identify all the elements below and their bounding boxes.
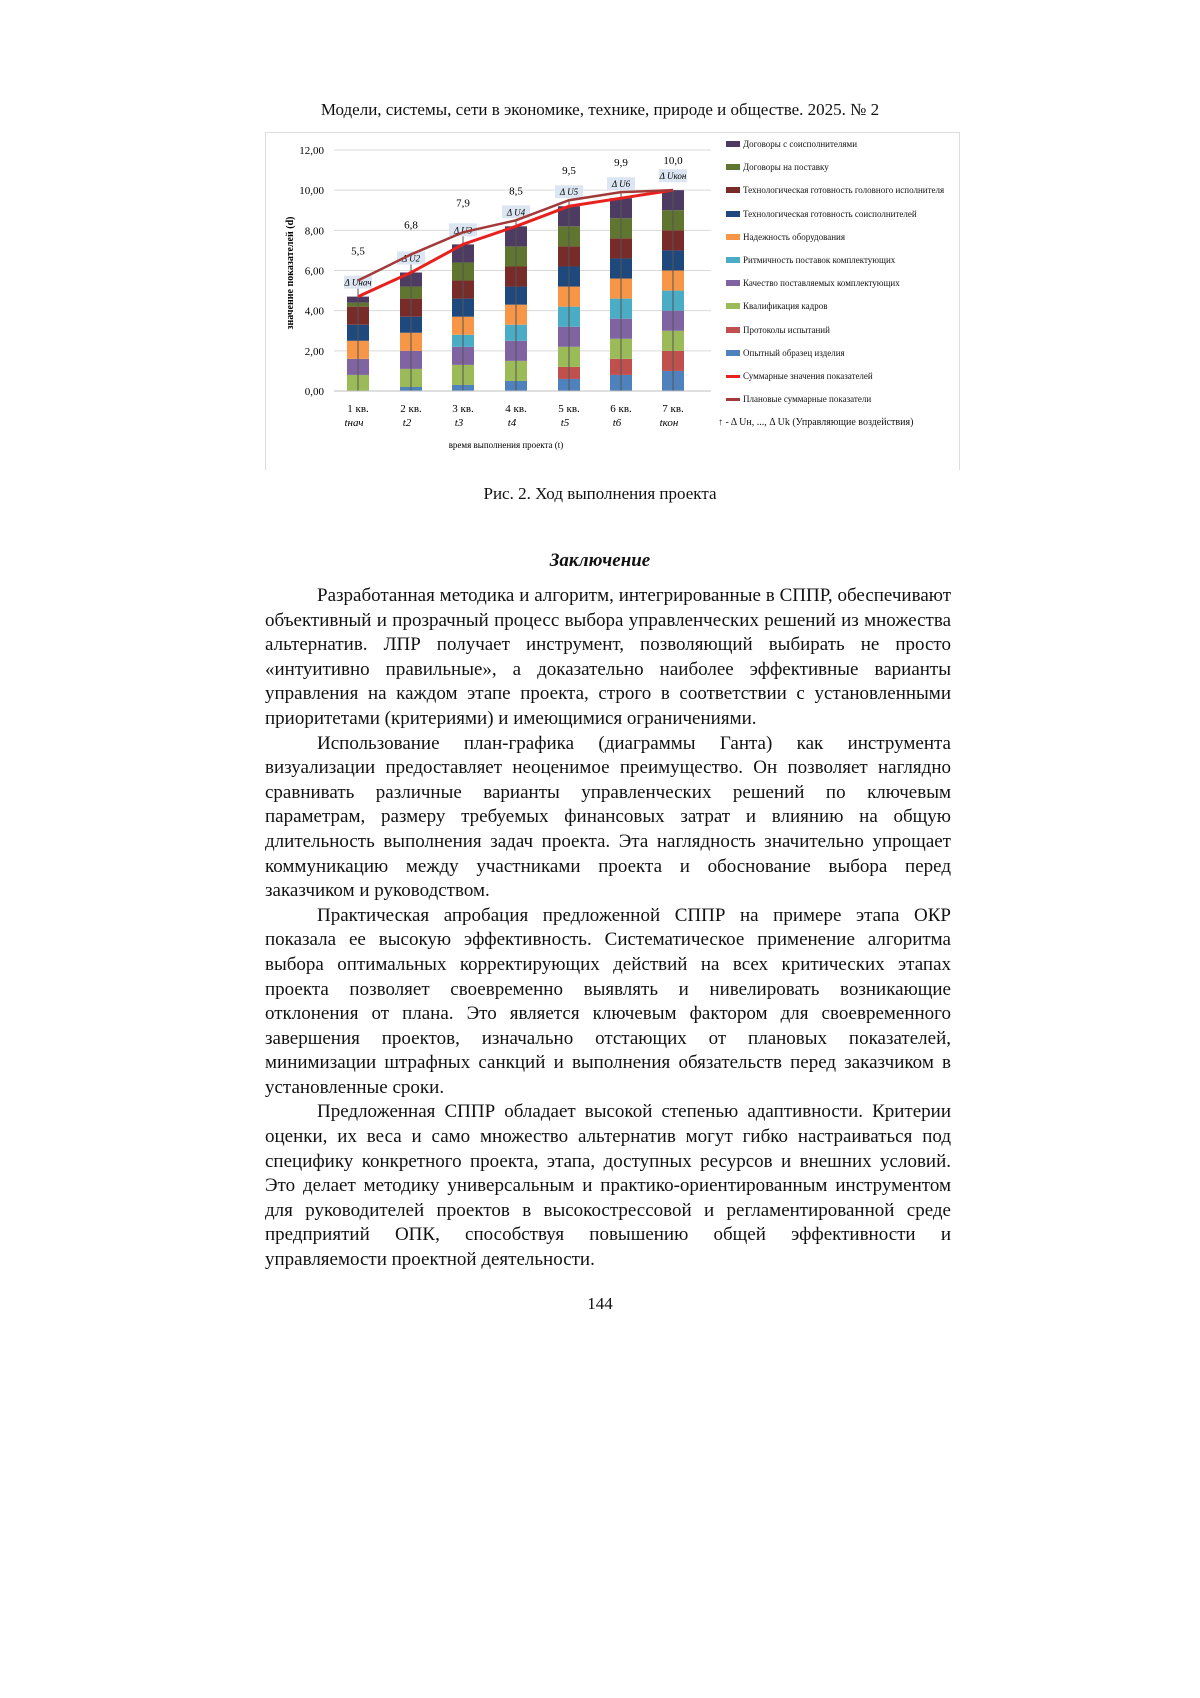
y-tick-label: 12,00 <box>299 145 324 157</box>
figure-caption: Рис. 2. Ход выполнения проекта <box>483 484 717 503</box>
legend-item <box>726 255 956 278</box>
legend-swatch <box>726 141 740 147</box>
section-title: Заключение <box>549 550 651 571</box>
legend-label: Технологическая готовность головного исполнителя <box>743 185 945 196</box>
y-axis-label: значение показателей (d) <box>285 216 296 330</box>
legend-label: Суммарные значения показателей <box>743 370 873 381</box>
control-label: Δ U6 <box>611 179 631 190</box>
legend-label: Технологическая готовность соисполнителей <box>743 208 917 219</box>
legend-label: Договоры на поставку <box>743 162 829 173</box>
x-sub-label: t6 <box>612 417 622 429</box>
control-label: Δ Uкон <box>659 171 687 182</box>
plan-value-label: 6,8 <box>404 219 418 232</box>
legend-item <box>726 301 956 324</box>
legend-item <box>726 371 956 394</box>
x-sub-label: tнач <box>344 417 364 429</box>
legend-swatch <box>726 280 740 286</box>
plan-value-label: 5,5 <box>351 245 365 258</box>
control-label: Δ U3 <box>453 225 473 236</box>
x-sub-label: t2 <box>402 417 412 429</box>
x-sub-label: tкон <box>659 417 679 429</box>
legend-line-swatch <box>726 398 740 401</box>
y-tick-label: 0,00 <box>304 386 324 398</box>
legend-swatch <box>726 303 740 309</box>
x-tick-label: 2 кв. <box>400 403 422 415</box>
paragraph: Предложенная СППР обладает высокой степенью адаптивности. Критерии оценки, их веса и само множество альтернатив могут гибко настраиваться под специфику конкретного проекта, этапа, доступных ресурсов и внешних условий. Это делает методику универсальным и практико-ориентированным инструментом для руководителей проектов в высокострессовой и регламентированной среде предприятий ОПК, способствуя повышению общей эффективности и управляемости проектной деятельности. <box>265 1101 951 1271</box>
x-tick-label: 7 кв. <box>662 403 684 415</box>
legend-item <box>726 139 956 162</box>
legend-label: Протоколы испытаний <box>743 324 830 335</box>
legend-swatch <box>726 234 740 240</box>
journal-header: Модели, системы, сети в экономике, технике, природе и обществе. 2025. № 2 <box>320 100 880 119</box>
legend-item <box>726 232 956 255</box>
x-sub-label: t3 <box>454 417 464 429</box>
legend-label: Надежность оборудования <box>743 231 845 242</box>
chart-legend <box>726 139 956 417</box>
legend-swatch <box>726 350 740 356</box>
legend-swatch <box>726 187 740 193</box>
legend-label: Качество поставляемых комплектующих <box>743 278 900 289</box>
figure-chart <box>265 132 960 470</box>
y-tick-label: 4,00 <box>304 305 324 318</box>
legend-item <box>726 278 956 301</box>
legend-note: ↑ - Δ Uн, ..., Δ Uk (Управляющие воздействия) <box>718 417 914 428</box>
y-tick-label: 2,00 <box>304 345 324 358</box>
x-sub-label: t4 <box>507 417 517 429</box>
plan-value-label: 8,5 <box>509 185 523 198</box>
paragraph: Практическая апробация предложенной СППР на примере этапа ОКР показала ее высокую эффективность. Систематическое применение алгоритма выбора оптимальных корректирующих действий на всех критических этапах проекта позволяет своевременно выявлять и нивелировать возникающие отклонения от плана. Это является ключевым фактором для своевременного завершения проектов, изначально отстающих от плановых показателей, минимизации штрафных санкций и выполнения обязательств перед заказчиком в установленные сроки. <box>265 904 951 1098</box>
plan-value-label: 7,9 <box>456 197 470 210</box>
x-tick-label: 5 кв. <box>558 403 580 415</box>
x-tick-label: 1 кв. <box>347 403 369 415</box>
control-label: Δ Uнач <box>344 277 372 288</box>
legend-swatch <box>726 327 740 333</box>
x-sub-label: t5 <box>560 417 570 429</box>
legend-item <box>726 209 956 232</box>
legend-swatch <box>726 164 740 170</box>
legend-label: Ритмичность поставок комплектующих <box>743 254 896 265</box>
control-label: Δ U5 <box>559 187 579 198</box>
legend-swatch <box>726 211 740 217</box>
paragraph: Разработанная методика и алгоритм, интегрированные в СППР, обеспечивают объективный и прозрачный процесс выбора управленческих решений из множества альтернатив. ЛПР получает инструмент, позволяющий выбирать не просто «интуитивно правильные», а доказательно наиболее эффективные варианты управления на каждом этапе проекта, строго в соответствии с установленными приоритетами (критериями) и имеющимися ограничениями. <box>265 585 951 729</box>
legend-line-swatch <box>726 375 740 378</box>
body-text <box>265 584 951 1273</box>
legend-label: Квалификация кадров <box>743 301 828 312</box>
legend-item <box>726 162 956 185</box>
plan-value-label: 9,5 <box>562 165 576 178</box>
legend-label: Плановые суммарные показатели <box>743 394 872 405</box>
legend-item <box>726 185 956 208</box>
y-tick-label: 6,00 <box>304 265 324 278</box>
control-label: Δ U2 <box>401 253 421 264</box>
x-tick-label: 3 кв. <box>452 403 474 415</box>
plan-value-label: 9,9 <box>614 157 628 170</box>
page-number: 144 <box>587 1294 613 1313</box>
x-tick-label: 6 кв. <box>610 403 632 415</box>
legend-item <box>726 325 956 348</box>
legend-label: Договоры с соисполнителями <box>743 139 858 149</box>
plan-value-label: 10,0 <box>663 155 683 168</box>
legend-swatch <box>726 257 740 263</box>
control-label: Δ U4 <box>506 207 526 218</box>
paragraph: Использование план-графика (диаграммы Ганта) как инструмента визуализации предоставляет неоценимое преимущество. Он позволяет наглядно сравнивать различные варианты управленческих решений по ключевым параметрам, размеру требуемых финансовых затрат и влиянию на общую длительность выполнения задач проекта. Эта наглядность значительно упрощает коммуникацию между участниками проекта и обоснование выбора перед заказчиком и руководством. <box>265 732 951 902</box>
legend-item <box>726 394 956 417</box>
y-tick-label: 10,00 <box>299 185 324 198</box>
x-tick-label: 4 кв. <box>505 403 527 415</box>
legend-item <box>726 348 956 371</box>
y-tick-label: 8,00 <box>304 225 324 238</box>
x-axis-label: время выполнения проекта (t) <box>448 440 564 450</box>
legend-label: Опытный образец изделия <box>743 347 845 358</box>
